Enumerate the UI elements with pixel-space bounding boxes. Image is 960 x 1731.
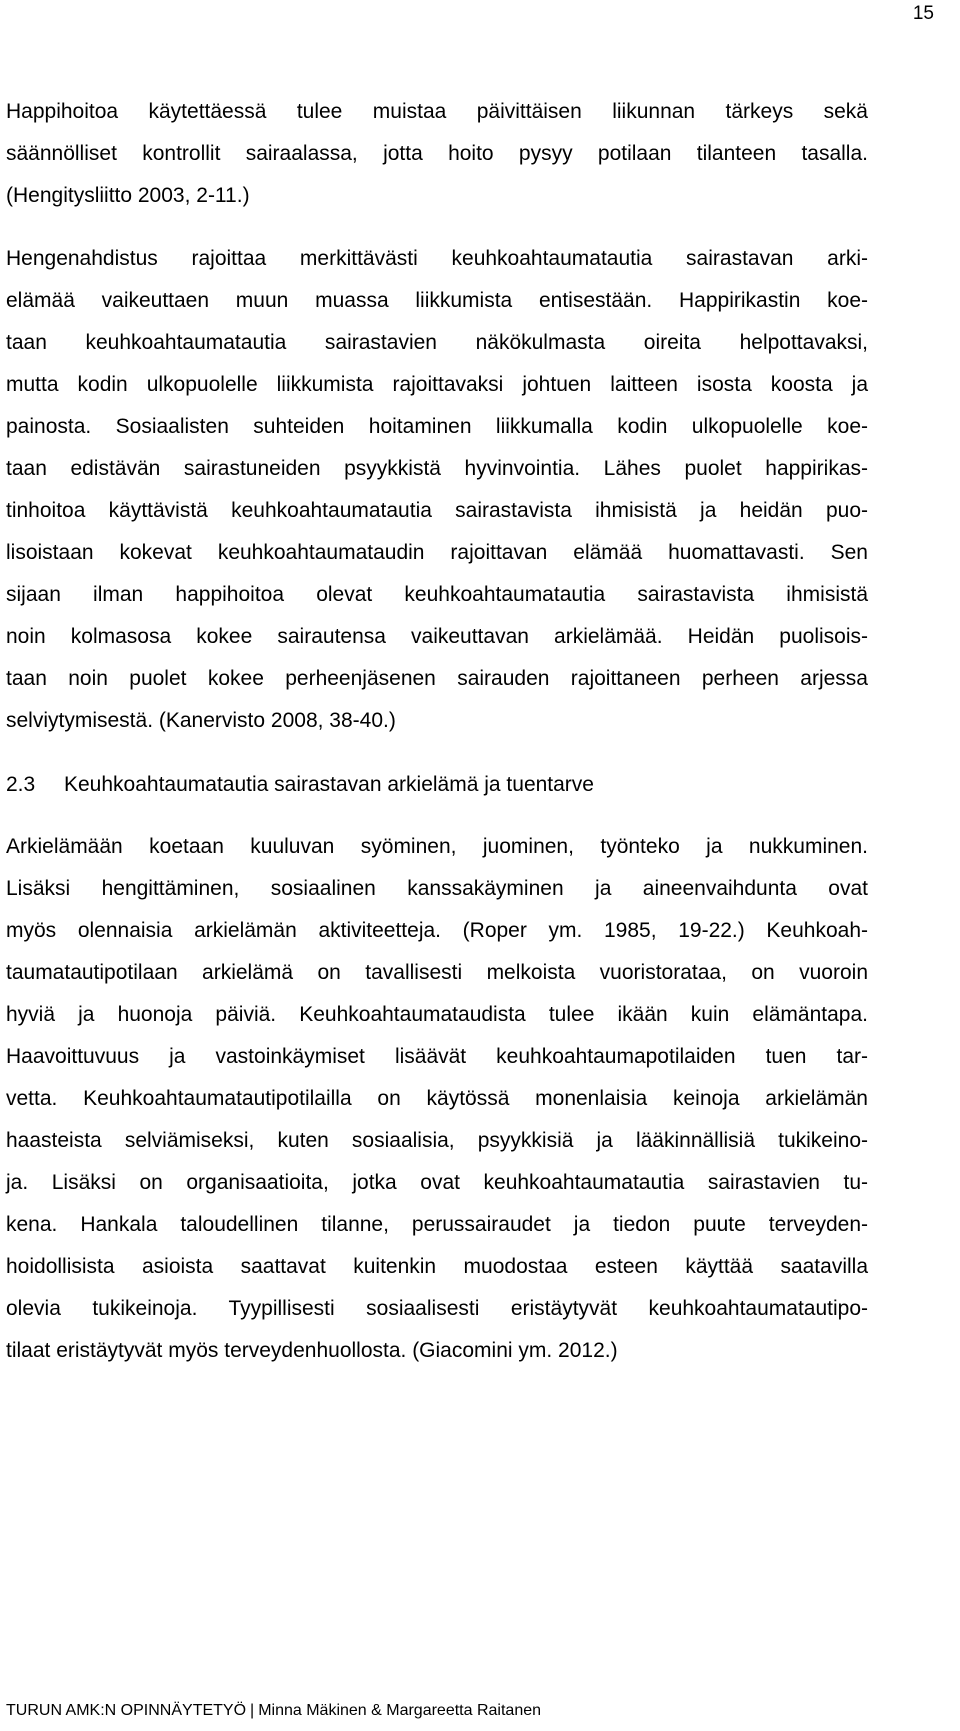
text-line: noin kolmasosa kokee sairautensa vaikeuttavan arkielämää. Heidän puolisois- <box>6 625 868 648</box>
text-line: painosta. Sosiaalisten suhteiden hoitaminen liikkumalla kodin ulkopuolelle koe- <box>6 415 868 438</box>
footer-authors: Minna Mäkinen & Margareetta Raitanen <box>258 1702 542 1719</box>
text-line: taan keuhkoahtaumatautia sairastavien näkökulmasta oireita helpottavaksi, <box>6 331 868 354</box>
section-number: 2.3 <box>6 773 36 796</box>
text-line: taumatautipotilaan arkielämä on tavallisesti melkoista vuoristorataa, on vuoroin <box>6 961 868 984</box>
section-heading <box>6 771 594 799</box>
text-line: säännölliset kontrollit sairaalassa, jotta hoito pysyy potilaan tilanteen tasalla. <box>6 142 868 165</box>
text-line: taan edistävän sairastuneiden psyykkistä hyvinvointia. Lähes puolet happirikas- <box>6 457 868 480</box>
text-line: lisoistaan kokevat keuhkoahtaumataudin rajoittavan elämää huomattavasti. Sen <box>6 541 868 564</box>
section-title: Keuhkoahtaumatautia sairastavan arkielämä ja tuentarve <box>64 773 594 796</box>
text-line: tilaat eristäytyvät myös terveydenhuollosta. (Giacomini ym. 2012.) <box>6 1339 618 1362</box>
text-line: taan noin puolet kokee perheenjäsenen sairauden rajoittaneen perheen arjessa <box>6 667 868 690</box>
text-line: elämää vaikeuttaen muun muassa liikkumista entisestään. Happirikastin koe- <box>6 289 868 312</box>
footer-institution: TURUN AMK:N OPINNÄYTETYÖ <box>6 1702 247 1719</box>
text-line: olevia tukikeinoja. Tyypillisesti sosiaalisesti eristäytyvät keuhkoahtaumatautipo- <box>6 1297 868 1320</box>
page-number: 15 <box>912 3 934 24</box>
text-line: kena. Hankala taloudellinen tilanne, perussairaudet ja tiedon puute terveyden- <box>6 1213 868 1236</box>
text-line: Happihoitoa käytettäessä tulee muistaa päivittäisen liikunnan tärkeys sekä <box>6 100 868 123</box>
text-line: haasteista selviämiseksi, kuten sosiaalisia, psyykkisiä ja lääkinnällisiä tukikeino- <box>6 1129 868 1152</box>
text-line: mutta kodin ulkopuolelle liikkumista rajoittavaksi johtuen laitteen isosta koosta ja <box>6 373 868 396</box>
text-line: Arkielämään koetaan kuuluvan syöminen, juominen, työnteko ja nukkuminen. <box>6 835 868 858</box>
text-line: sijaan ilman happihoitoa olevat keuhkoahtaumatautia sairastavista ihmisistä <box>6 583 868 606</box>
text-line: myös olennaisia arkielämän aktiviteetteja. (Roper ym. 1985, 19-22.) Keuhkoah- <box>6 919 868 942</box>
text-line: selviytymisestä. (Kanervisto 2008, 38-40.) <box>6 709 396 732</box>
text-line: Hengenahdistus rajoittaa merkittävästi keuhkoahtaumatautia sairastavan arki- <box>6 247 868 270</box>
text-line: hoidollisista asioista saattavat kuitenkin muodostaa esteen käyttää saatavilla <box>6 1255 868 1278</box>
footer-separator: | <box>250 1702 255 1719</box>
text-line: vetta. Keuhkoahtaumatautipotilailla on käytössä monenlaisia keinoja arkielämän <box>6 1087 868 1110</box>
text-line: (Hengitysliitto 2003, 2-11.) <box>6 184 250 207</box>
text-line: ja. Lisäksi on organisaatioita, jotka ovat keuhkoahtaumatautia sairastavien tu- <box>6 1171 868 1194</box>
text-line: Lisäksi hengittäminen, sosiaalinen kanssakäyminen ja aineenvaihdunta ovat <box>6 877 868 900</box>
text-line: tinhoitoa käyttävistä keuhkoahtaumatautia sairastavista ihmisistä ja heidän puo- <box>6 499 868 522</box>
text-line: Haavoittuvuus ja vastoinkäymiset lisäävät keuhkoahtaumapotilaiden tuen tar- <box>6 1045 868 1068</box>
text-line: hyviä ja huonoja päiviä. Keuhkoahtaumataudista tulee ikään kuin elämäntapa. <box>6 1003 868 1026</box>
page-footer <box>6 1700 541 1722</box>
